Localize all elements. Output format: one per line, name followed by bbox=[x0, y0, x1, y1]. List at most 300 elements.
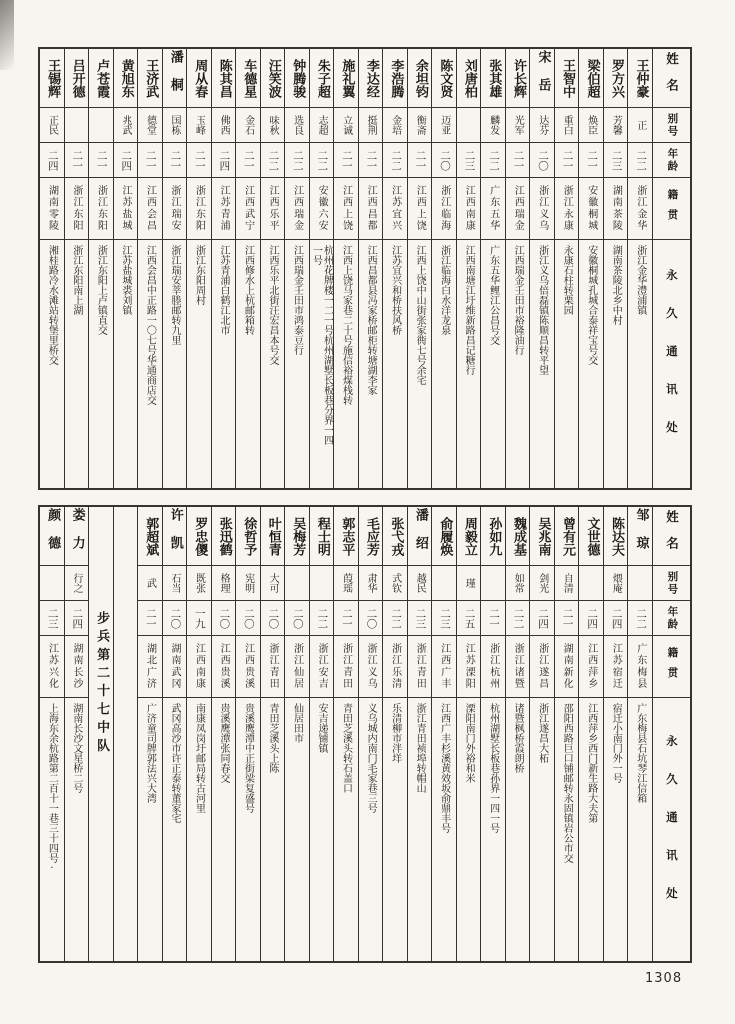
entry-native bbox=[163, 178, 187, 240]
entry-alias bbox=[359, 108, 383, 143]
entry-native bbox=[114, 178, 138, 240]
entry-column bbox=[359, 49, 384, 488]
section-label: 步兵第二十七中队 bbox=[94, 611, 110, 757]
entry-name bbox=[457, 507, 481, 566]
entry-alias bbox=[481, 566, 505, 601]
entry-column bbox=[408, 49, 433, 488]
entry-address bbox=[65, 698, 89, 961]
entry-age-text: 二〇 bbox=[169, 607, 182, 629]
entry-age bbox=[432, 601, 456, 636]
entry-native bbox=[187, 636, 211, 698]
entry-name-text: 许长辉 bbox=[510, 58, 526, 98]
entry-native bbox=[628, 636, 652, 698]
entry-age-text: 二二 bbox=[635, 149, 648, 171]
entry-age-text: 二四 bbox=[218, 149, 231, 171]
entry-native-text: 浙江东阳 bbox=[193, 184, 205, 233]
entry-address-text: 青田芝溪头上陈 bbox=[267, 703, 278, 773]
entry-name-text: 施礼翼 bbox=[339, 58, 355, 98]
entry-column bbox=[555, 49, 580, 488]
entry-name-text: 车德星 bbox=[241, 58, 257, 98]
entry-name bbox=[628, 507, 652, 566]
entry-age bbox=[408, 601, 432, 636]
entry-address-text: 诸暨枫桥霞朗桥 bbox=[512, 703, 524, 773]
entry-native bbox=[261, 636, 285, 698]
entry-address-text: 江西萍乡西门新生路大夫第 bbox=[585, 703, 597, 823]
entry-age-text: 二一 bbox=[512, 149, 525, 171]
entry-age bbox=[285, 143, 309, 178]
entry-age bbox=[408, 143, 432, 178]
entry-age bbox=[432, 143, 456, 178]
entry-name-text: 罗方兴 bbox=[609, 58, 624, 98]
entry-column bbox=[65, 507, 90, 961]
entry-alias bbox=[285, 566, 309, 601]
entry-address bbox=[604, 240, 628, 488]
entry-column bbox=[285, 507, 310, 961]
entry-address-text: 安吉递铺镇 bbox=[316, 703, 328, 753]
entry-address bbox=[432, 698, 456, 961]
entry-age bbox=[530, 601, 554, 636]
entry-address-text: 青田芝溪头转石盖口 bbox=[340, 703, 352, 793]
entry-native bbox=[359, 178, 383, 240]
entry-native bbox=[212, 636, 236, 698]
entry-age bbox=[65, 143, 89, 178]
entry-age bbox=[481, 601, 505, 636]
entry-name bbox=[432, 49, 456, 108]
entry-native-text: 江西乐平 bbox=[267, 184, 279, 233]
entry-name-text: 李浩腾 bbox=[388, 58, 404, 98]
entry-address-text: 溧阳南门外裕和米 bbox=[463, 703, 475, 783]
entry-alias bbox=[628, 108, 652, 143]
entry-alias bbox=[261, 566, 285, 601]
entry-address bbox=[285, 240, 309, 488]
entry-alias bbox=[457, 566, 481, 601]
entry-alias bbox=[65, 566, 89, 601]
entry-native bbox=[285, 636, 309, 698]
entry-address bbox=[310, 698, 334, 961]
entry-native-text: 浙江义乌 bbox=[536, 184, 548, 233]
entry-address bbox=[212, 240, 236, 488]
entry-native bbox=[138, 178, 162, 240]
entry-alias bbox=[628, 566, 652, 601]
entry-address-text: 江西会昌中正路一〇七号华通商店交 bbox=[144, 245, 156, 405]
entry-name bbox=[408, 507, 432, 566]
entry-address bbox=[530, 240, 554, 488]
header-address-text: 永久通讯处 bbox=[664, 269, 679, 459]
entry-address bbox=[628, 698, 652, 961]
entry-name-text: 俞履焕 bbox=[437, 516, 453, 556]
entry-alias bbox=[138, 566, 162, 601]
entry-address-text: 浙江瑞安莘塍邮转九里 bbox=[168, 245, 180, 345]
entry-address-text: 浙江东阳南上湖 bbox=[70, 245, 82, 315]
entry-address bbox=[457, 240, 481, 488]
entry-column bbox=[187, 507, 212, 961]
entry-age bbox=[187, 143, 211, 178]
entry-name bbox=[530, 49, 554, 108]
header-alias-text: 别号 bbox=[666, 570, 679, 596]
entry-native-text: 江西上饶 bbox=[340, 184, 352, 233]
entry-alias bbox=[138, 108, 162, 143]
entry-name-text: 汪笑波 bbox=[265, 58, 281, 98]
entry-name-text: 王锡辉 bbox=[45, 58, 61, 98]
entry-name bbox=[457, 49, 481, 108]
entry-alias bbox=[506, 566, 530, 601]
entry-native bbox=[555, 636, 579, 698]
entry-column bbox=[310, 507, 335, 961]
entry-address-text: 邵阳西路巨口铺邮转永固镇岩公市交 bbox=[561, 703, 573, 863]
entry-address-text: 广东五华鲤江公昌号交 bbox=[487, 245, 499, 345]
entry-native-text: 江苏兴化 bbox=[46, 642, 58, 691]
entry-alias-text: 立诚 bbox=[340, 115, 352, 135]
entry-age-text: 二一 bbox=[242, 149, 255, 171]
entry-column bbox=[579, 49, 604, 488]
entry-alias bbox=[334, 108, 358, 143]
entry-address bbox=[481, 240, 505, 488]
entry-native bbox=[530, 178, 554, 240]
entry-alias-text: 佛西 bbox=[218, 115, 230, 135]
entry-alias-text: 光军 bbox=[512, 115, 524, 135]
entry-name-text: 王济武 bbox=[143, 58, 159, 98]
entry-address-text: 江西修水上杭邮箱转 bbox=[242, 245, 254, 335]
entry-alias-text: 正民 bbox=[46, 115, 58, 135]
entry-column bbox=[383, 49, 408, 488]
entry-address bbox=[89, 240, 113, 488]
entry-alias bbox=[555, 108, 579, 143]
entry-native bbox=[187, 178, 211, 240]
entry-alias bbox=[187, 566, 211, 601]
entry-age bbox=[310, 143, 334, 178]
entry-native bbox=[65, 636, 89, 698]
entry-alias-text: 式钦 bbox=[389, 573, 401, 593]
entry-native-text: 广东五华 bbox=[487, 184, 499, 233]
entry-age bbox=[359, 143, 383, 178]
entry-address bbox=[579, 698, 603, 961]
entry-alias bbox=[163, 566, 187, 601]
entry-native-text: 浙江义乌 bbox=[365, 642, 377, 691]
entry-alias bbox=[187, 108, 211, 143]
entry-column bbox=[65, 49, 90, 488]
header-address bbox=[653, 698, 690, 961]
entry-name-text: 郭超斌 bbox=[143, 516, 159, 556]
entry-alias bbox=[65, 108, 89, 143]
entry-address bbox=[334, 240, 358, 488]
entry-native bbox=[261, 178, 285, 240]
header-name-text: 姓名 bbox=[664, 509, 680, 563]
entry-native-text: 浙江金华 bbox=[634, 184, 646, 233]
entry-alias bbox=[212, 566, 236, 601]
header-native-text: 籍贯 bbox=[666, 188, 679, 229]
entry-name-text: 徐哲予 bbox=[241, 516, 257, 556]
entry-column bbox=[236, 49, 261, 488]
entry-address bbox=[628, 240, 652, 488]
entry-age-text: 二一 bbox=[95, 149, 108, 171]
entry-age-text: 二一 bbox=[169, 149, 182, 171]
entry-name-text: 颜德 bbox=[45, 508, 61, 564]
entry-native bbox=[40, 178, 64, 240]
entry-name-text: 程士明 bbox=[314, 516, 330, 556]
entry-alias bbox=[555, 566, 579, 601]
entry-column bbox=[212, 507, 237, 961]
entry-address bbox=[138, 698, 162, 961]
entry-native-text: 浙江瑞安 bbox=[169, 184, 181, 233]
entry-age-text: 二三 bbox=[46, 607, 59, 629]
entry-alias-text: 正 bbox=[634, 120, 646, 130]
entry-alias bbox=[383, 566, 407, 601]
entry-name bbox=[359, 507, 383, 566]
entry-age bbox=[555, 601, 579, 636]
entry-address bbox=[236, 240, 260, 488]
entry-column bbox=[530, 49, 555, 488]
entry-native bbox=[310, 636, 334, 698]
entry-age-text: 二五 bbox=[463, 607, 476, 629]
entry-address-text: 浙江临海白水洋龙泉 bbox=[438, 245, 450, 335]
entry-address-text: 杭州花牌楼一二一号杭州湖墅长板巷分界一四一号 bbox=[310, 245, 333, 445]
entry-native-text: 江西昌都 bbox=[365, 184, 377, 233]
entry-alias bbox=[310, 566, 334, 601]
entry-address bbox=[187, 240, 211, 488]
entry-age-text: 二四 bbox=[120, 149, 133, 171]
entry-age-text: 二三 bbox=[610, 149, 623, 171]
entry-native bbox=[432, 178, 456, 240]
entry-native bbox=[310, 178, 334, 240]
entry-age-text: 二二 bbox=[635, 607, 648, 629]
entry-address-text: 南康凤岗圩邮局转古河里 bbox=[193, 703, 205, 813]
entry-age-text: 二四 bbox=[610, 607, 623, 629]
entry-address bbox=[163, 240, 187, 488]
entry-age-text: 二二 bbox=[267, 149, 280, 171]
entry-column bbox=[334, 507, 359, 961]
entry-native-text: 江西贵溪 bbox=[242, 642, 254, 691]
entry-name-text: 潘桐 bbox=[167, 50, 183, 106]
entry-name bbox=[285, 507, 309, 566]
entry-address-text: 广济童司牌郭法兴大湾 bbox=[144, 703, 156, 803]
entry-native-text: 浙江遂昌 bbox=[536, 642, 548, 691]
entry-name bbox=[212, 49, 236, 108]
entry-age bbox=[555, 143, 579, 178]
entry-native bbox=[506, 178, 530, 240]
entry-address bbox=[383, 698, 407, 961]
header-name-text: 姓名 bbox=[664, 51, 680, 105]
entry-native bbox=[555, 178, 579, 240]
entry-address-text: 广东梅县石坑琴江信箱 bbox=[634, 703, 646, 803]
entry-column bbox=[114, 49, 139, 488]
entry-age-text: 二一 bbox=[365, 149, 378, 171]
entry-native bbox=[530, 636, 554, 698]
entry-alias bbox=[432, 108, 456, 143]
entry-age bbox=[604, 601, 628, 636]
entry-native-text: 安徽六安 bbox=[316, 184, 328, 233]
header-address bbox=[653, 240, 690, 488]
entry-native bbox=[334, 178, 358, 240]
scan-edge-shadow bbox=[0, 0, 14, 70]
entry-alias-text: 选良 bbox=[291, 115, 303, 135]
entry-column bbox=[236, 507, 261, 961]
entry-alias-text: 剑光 bbox=[536, 573, 548, 593]
entry-alias bbox=[236, 108, 260, 143]
entry-native-text: 江苏宜兴 bbox=[389, 184, 401, 233]
entry-native bbox=[359, 636, 383, 698]
entry-address-text: 乐清柳市泮垟 bbox=[389, 703, 401, 763]
entry-address bbox=[506, 240, 530, 488]
entry-name-text: 梁伯超 bbox=[584, 58, 600, 98]
entry-age bbox=[383, 143, 407, 178]
entry-column bbox=[359, 507, 384, 961]
entry-address-text: 湖南茶陵北乡中村 bbox=[610, 245, 622, 325]
entry-age bbox=[334, 143, 358, 178]
entry-alias-text: 味秋 bbox=[267, 115, 279, 135]
entry-native-text: 江西会昌 bbox=[144, 184, 156, 233]
entry-address bbox=[481, 698, 505, 961]
entry-alias-text: 兆武 bbox=[120, 115, 131, 135]
entry-alias-text: 煨庵 bbox=[610, 573, 622, 593]
entry-address-text: 江西上饶中山街张家衖七号余宅 bbox=[414, 245, 426, 385]
entry-address bbox=[138, 240, 162, 488]
header-address-text: 永久通讯处 bbox=[664, 734, 679, 925]
entry-age-text: 二四 bbox=[46, 149, 59, 171]
entry-address-text: 浙江东阳周村 bbox=[193, 245, 205, 305]
entry-address-text: 武冈高沙市许正泰转董家宅 bbox=[168, 703, 180, 823]
entry-name bbox=[163, 507, 187, 566]
entry-name-text: 潘绍 bbox=[412, 508, 428, 564]
entry-alias bbox=[530, 566, 554, 601]
entry-column bbox=[628, 507, 653, 961]
entry-alias bbox=[408, 566, 432, 601]
entry-name-text: 文世德 bbox=[584, 516, 600, 556]
entry-native bbox=[383, 636, 407, 698]
entry-age-text: 一九 bbox=[193, 607, 206, 629]
entry-address bbox=[383, 240, 407, 488]
entry-name bbox=[261, 49, 285, 108]
header-name bbox=[653, 49, 690, 108]
entry-alias-text: 如常 bbox=[512, 573, 524, 593]
entry-name-text: 宋岳 bbox=[535, 50, 551, 106]
entry-name-text: 王仲豪 bbox=[633, 58, 649, 98]
entry-alias-text: 自清 bbox=[561, 573, 573, 593]
entry-alias bbox=[481, 108, 505, 143]
entry-address bbox=[285, 698, 309, 961]
entry-address bbox=[579, 240, 603, 488]
entry-alias-text: 石当 bbox=[169, 573, 181, 593]
entry-native-text: 江西上饶 bbox=[414, 184, 426, 233]
entry-column bbox=[604, 49, 629, 488]
entry-native bbox=[579, 178, 603, 240]
entry-alias-text: 武 bbox=[144, 578, 156, 588]
entry-alias bbox=[432, 566, 456, 601]
entry-alias bbox=[579, 108, 603, 143]
entry-column bbox=[40, 49, 65, 488]
entry-address bbox=[65, 240, 89, 488]
entry-age-text: 二四 bbox=[586, 607, 599, 629]
entry-alias-text: 金石 bbox=[242, 115, 254, 135]
entry-alias-text: 玉峰 bbox=[193, 115, 205, 135]
entry-address-text: 江西上饶马家巷二十号施信裕煤栈转 bbox=[340, 245, 352, 405]
entry-column bbox=[138, 49, 163, 488]
entry-address bbox=[212, 698, 236, 961]
entry-column bbox=[40, 507, 65, 961]
entry-column bbox=[408, 507, 433, 961]
entry-age-text: 二二 bbox=[316, 149, 329, 171]
entry-age bbox=[481, 143, 505, 178]
entry-age-text: 二一 bbox=[340, 607, 353, 629]
entry-address bbox=[310, 240, 334, 488]
entry-alias bbox=[261, 108, 285, 143]
entry-address bbox=[163, 698, 187, 961]
entry-native bbox=[628, 178, 652, 240]
entry-age bbox=[163, 143, 187, 178]
entry-column bbox=[261, 507, 286, 961]
entry-name bbox=[114, 49, 138, 108]
entry-age-text: 二一 bbox=[586, 149, 599, 171]
entry-native bbox=[236, 178, 260, 240]
entry-age bbox=[628, 601, 652, 636]
entry-address bbox=[506, 698, 530, 961]
entry-address bbox=[187, 698, 211, 961]
entry-address-text: 江西乐平北街汪宏昌本号交 bbox=[267, 245, 278, 365]
spacer-cell bbox=[114, 507, 138, 961]
entry-name-text: 吴兆南 bbox=[535, 516, 551, 556]
entry-address-text: 江西瑞金壬田市裕隆油行 bbox=[512, 245, 524, 355]
entry-name-text: 李达经 bbox=[363, 58, 379, 98]
entry-alias bbox=[310, 108, 334, 143]
entry-name bbox=[236, 507, 260, 566]
entry-name-text: 朱子超 bbox=[314, 58, 330, 98]
entry-address-text: 江西瑞金壬田市鸿泰豆行 bbox=[291, 245, 303, 355]
entry-age-text: 二一 bbox=[144, 149, 157, 171]
entry-native bbox=[40, 636, 64, 698]
entry-name bbox=[579, 49, 603, 108]
entry-native bbox=[236, 636, 260, 698]
entry-column bbox=[481, 507, 506, 961]
header-column bbox=[653, 507, 690, 961]
entry-column bbox=[334, 49, 359, 488]
entry-age-text: 二一 bbox=[144, 607, 157, 629]
entry-age bbox=[604, 143, 628, 178]
entry-age bbox=[138, 601, 162, 636]
entry-alias-text: 宪明 bbox=[242, 573, 254, 593]
entry-address bbox=[408, 698, 432, 961]
entry-column bbox=[187, 49, 212, 488]
entry-age bbox=[579, 143, 603, 178]
entry-name-text: 张其雄 bbox=[486, 58, 502, 98]
entry-name-text: 邹琼 bbox=[633, 508, 649, 564]
section-divider-cell bbox=[89, 507, 113, 961]
entry-name-text: 郭志平 bbox=[339, 516, 355, 556]
entry-alias bbox=[506, 108, 530, 143]
header-alias bbox=[653, 108, 690, 143]
entry-age-text: 二〇 bbox=[537, 149, 550, 171]
entry-address bbox=[359, 698, 383, 961]
entry-alias-text: 重白 bbox=[561, 115, 573, 135]
entry-name-text: 余坦钧 bbox=[412, 58, 428, 98]
entry-address bbox=[261, 698, 285, 961]
entry-name bbox=[579, 507, 603, 566]
entry-name-text: 刘唐柏 bbox=[461, 58, 477, 98]
entry-age-text: 二三 bbox=[438, 607, 451, 629]
entry-column bbox=[506, 507, 531, 961]
entry-native bbox=[383, 178, 407, 240]
entry-native bbox=[212, 178, 236, 240]
entry-age-text: 二三 bbox=[463, 149, 476, 171]
entry-name bbox=[604, 49, 628, 108]
entry-address bbox=[432, 240, 456, 488]
entry-name bbox=[187, 49, 211, 108]
entry-native bbox=[408, 636, 432, 698]
entry-name bbox=[40, 507, 64, 566]
entry-age bbox=[212, 601, 236, 636]
entry-name bbox=[236, 49, 260, 108]
entry-age bbox=[212, 143, 236, 178]
entry-name bbox=[212, 507, 236, 566]
entry-alias-text: 行之 bbox=[70, 573, 82, 593]
